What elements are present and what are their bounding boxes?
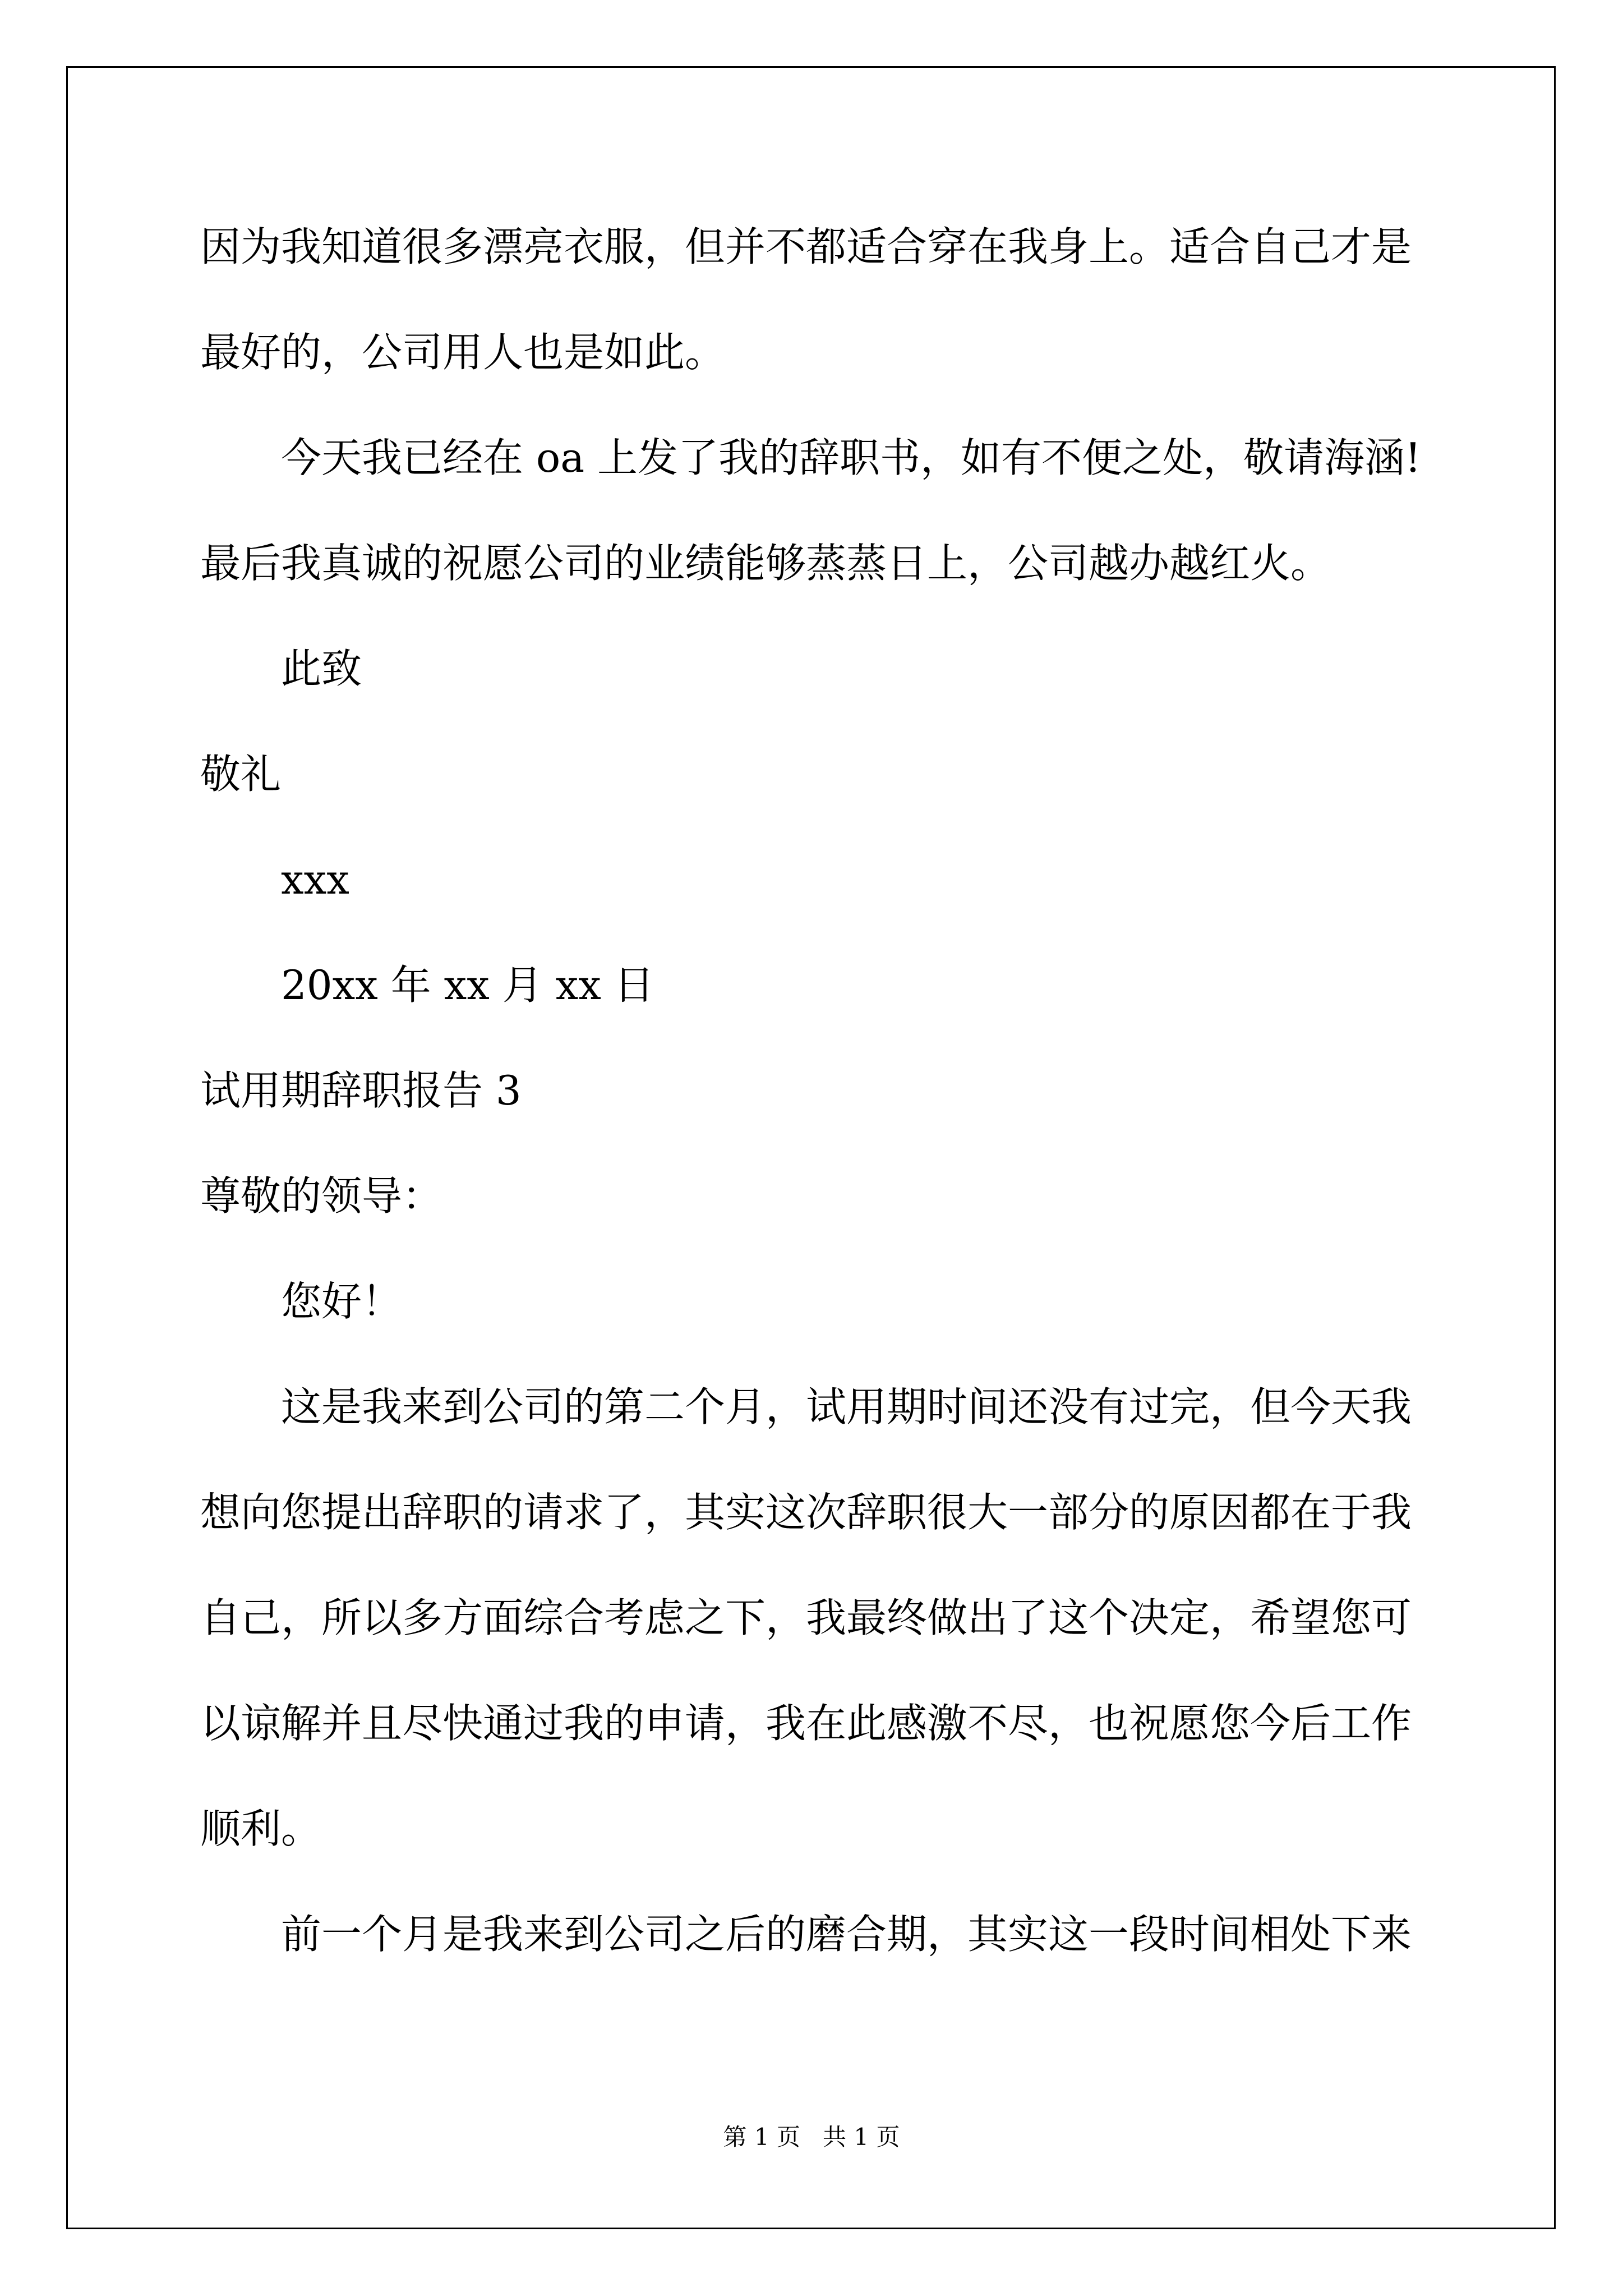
text-line: 今天我已经在 oa 上发了我的辞职书，如有不便之处，敬请海涵! <box>281 434 1421 481</box>
page-footer: 第 1 页 共 1 页 <box>723 2123 900 2151</box>
text-line: 想向您提出辞职的请求了，其实这次辞职很大一部分的原因都在于我 <box>200 1489 1412 1536</box>
page-border <box>66 66 1556 2229</box>
text-line: 顺利。 <box>200 1805 322 1852</box>
text-line: 因为我知道很多漂亮衣服，但并不都适合穿在我身上。适合自己才是 <box>200 223 1412 270</box>
text-line: 自己，所以多方面综合考虑之下，我最终做出了这个决定，希望您可 <box>200 1594 1412 1641</box>
signature-date: 20xx 年 xx 月 xx 日 <box>281 961 654 1009</box>
text-line: 这是我来到公司的第二个月，试用期时间还没有过完，但今天我 <box>281 1383 1412 1430</box>
closing-salutation: 敬礼 <box>200 751 282 798</box>
greeting: 您好！ <box>281 1278 403 1325</box>
text-line: 前一个月是我来到公司之后的磨合期，其实这一段时间相处下来 <box>281 1911 1412 1958</box>
salutation: 尊敬的领导： <box>200 1172 443 1220</box>
text-line: 最好的，公司用人也是如此。 <box>200 329 726 376</box>
section-title: 试用期辞职报告 3 <box>200 1067 522 1114</box>
text-line: 最后我真诚的祝愿公司的业绩能够蒸蒸日上，公司越办越红火。 <box>200 540 1331 587</box>
text-line: 以谅解并且尽快通过我的申请，我在此感激不尽，也祝愿您今后工作 <box>200 1700 1412 1747</box>
closing-line: 此致 <box>281 645 362 692</box>
signature-name: xxx <box>281 856 349 903</box>
